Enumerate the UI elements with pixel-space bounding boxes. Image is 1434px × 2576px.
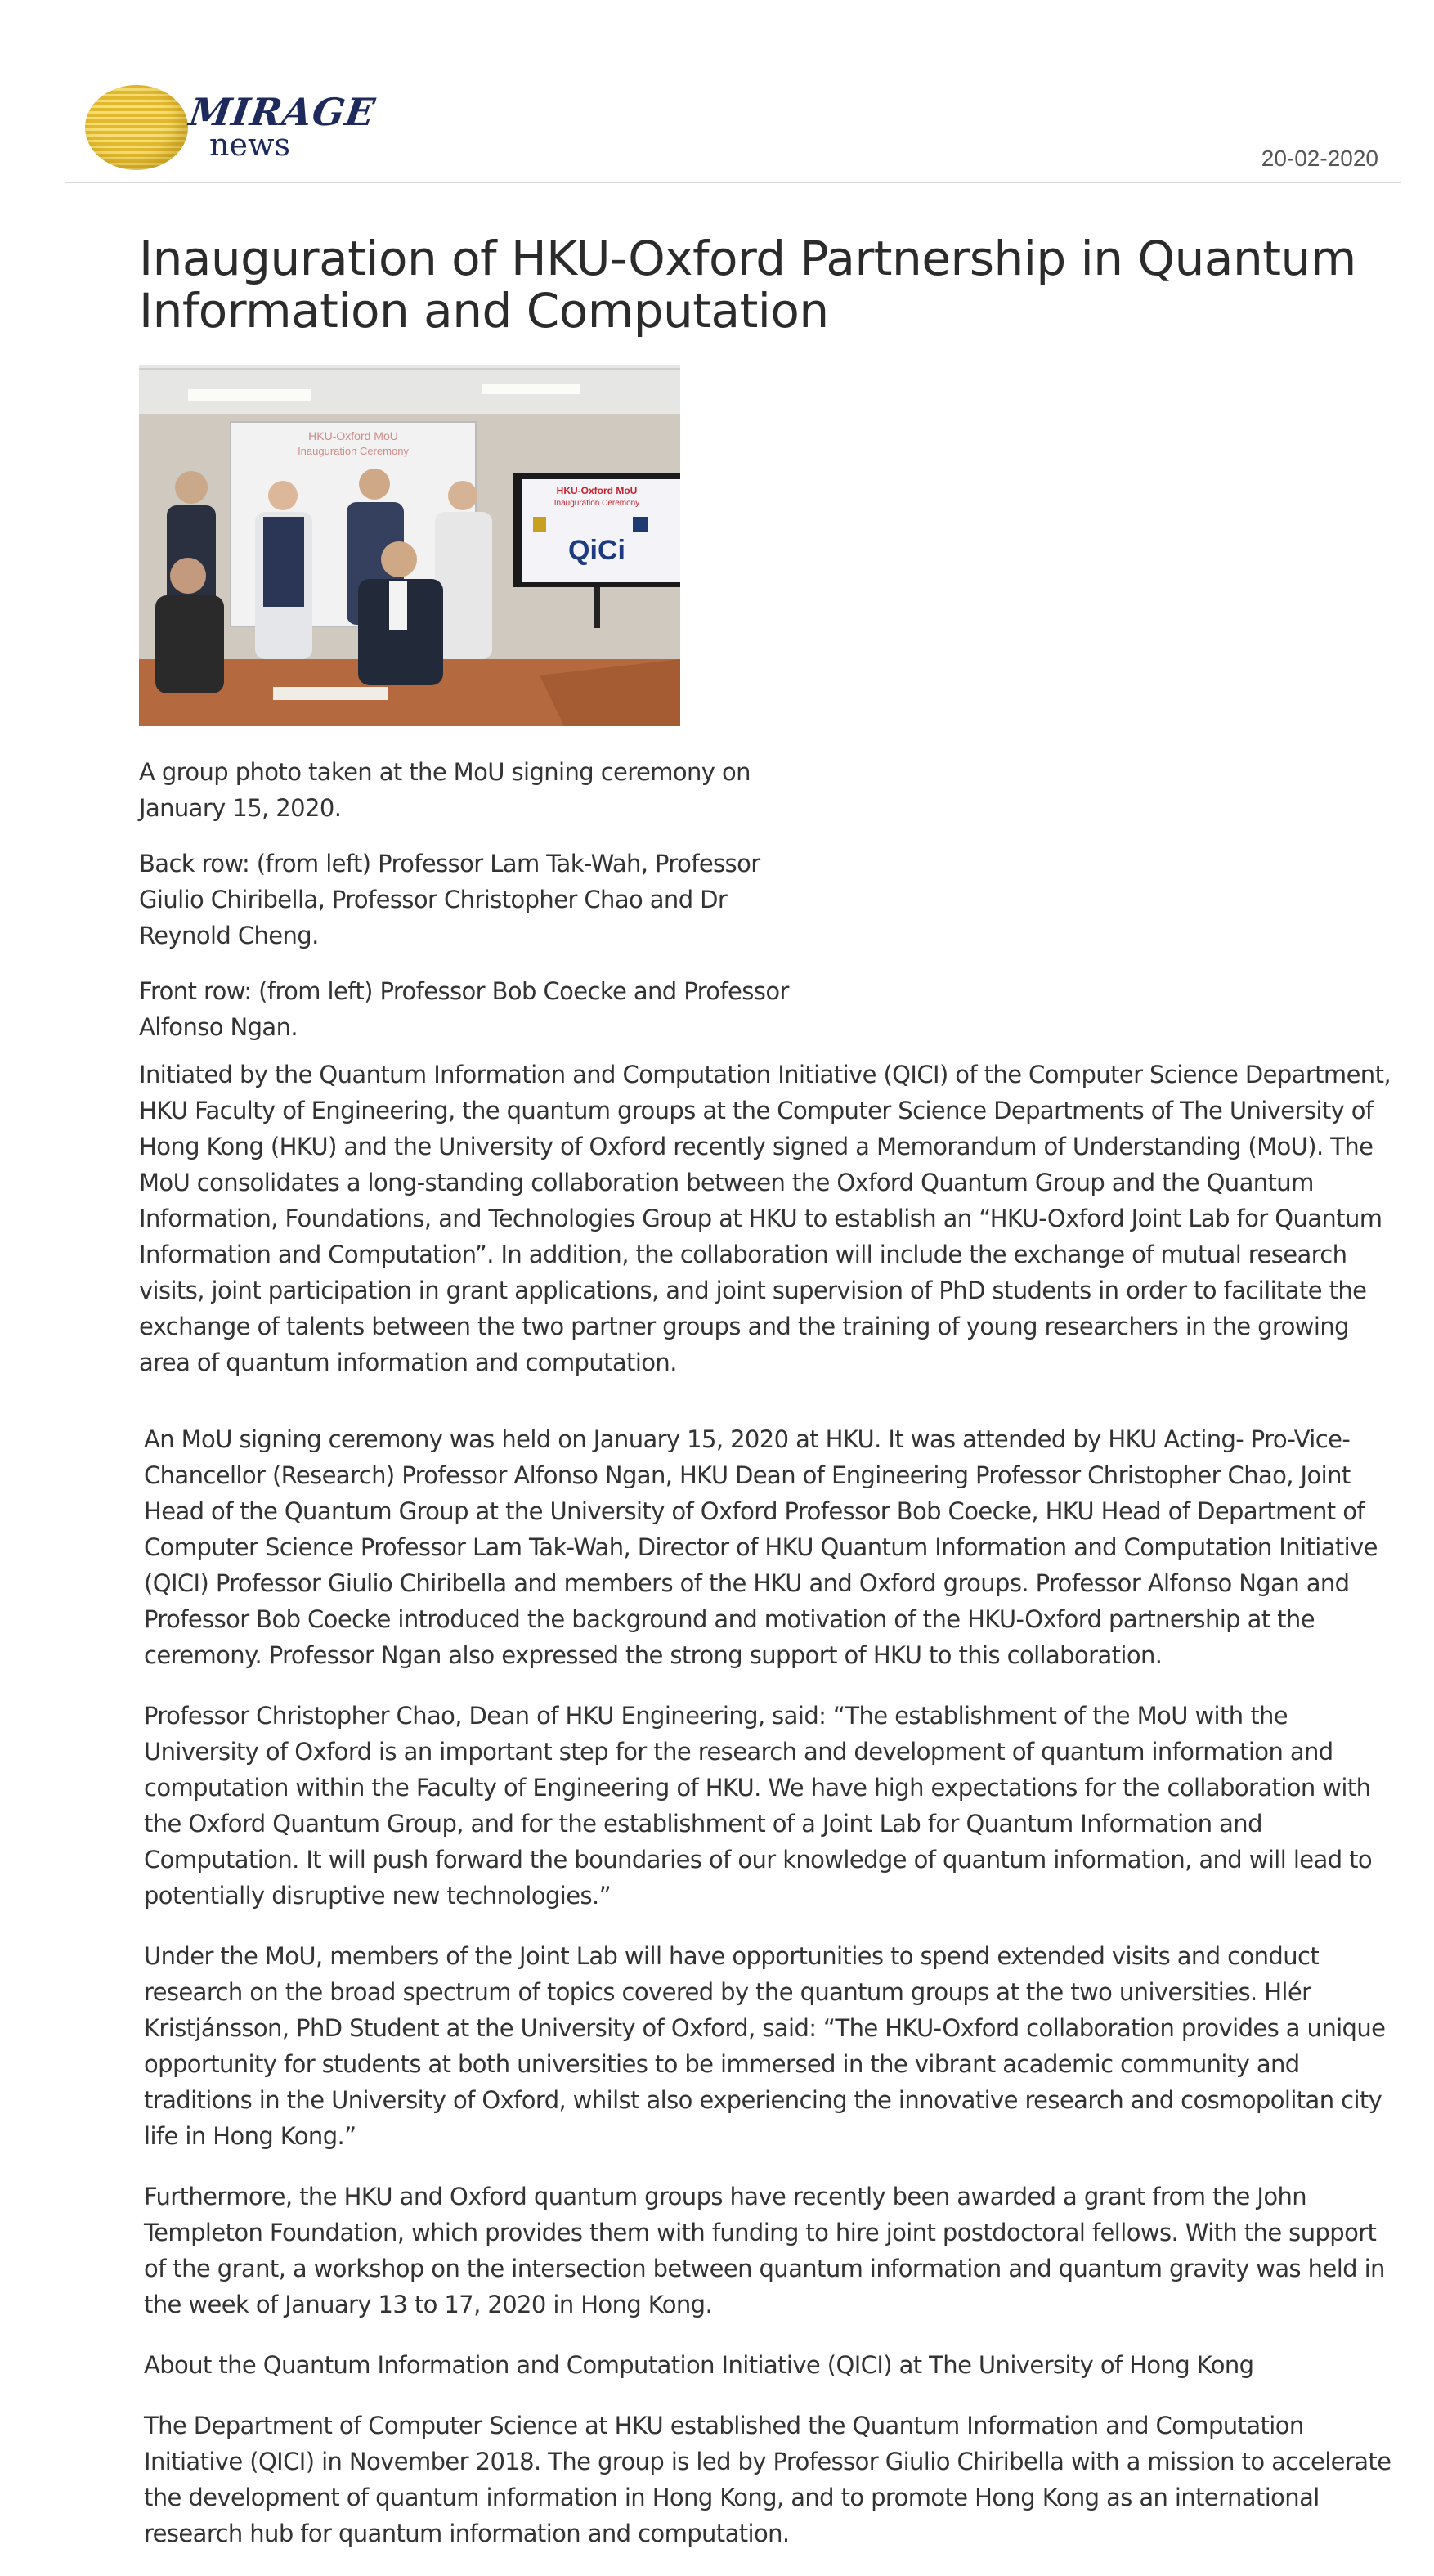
article-body <box>139 1057 1398 2551</box>
sun-logo-icon <box>85 85 188 170</box>
article <box>139 232 1398 2576</box>
article-title: Inauguration of HKU-Oxford Partnership in Quantum Information and Computation <box>139 231 1356 339</box>
mirage-news-logo[interactable] <box>85 85 379 175</box>
logo-wordmark: MIRAGE <box>186 90 379 134</box>
paragraph: The Department of Computer Science at HKU established the Quantum Information and Computation Initiative (QICI) in November 2018. The group is led by Professor Giulio Chiribella with a mission to accelerate the development of quantum information in Hong Kong, and to promote Hong Kong as an international research hub for quantum information and computation. <box>144 2412 1391 2547</box>
paragraph: Furthermore, the HKU and Oxford quantum groups have recently been awarded a grant from the John Templeton Foundation, which provides them with funding to hire joint postdoctoral fellows. With the support of the grant, a workshop on the intersection between quantum information and quantum gravity was held in the week of January 13 to 17, 2020 in Hong Kong. <box>144 2183 1385 2318</box>
signing-documents <box>273 687 388 700</box>
publish-date: 20-02-2020 <box>1261 146 1378 171</box>
logo-subtitle: news <box>209 127 290 163</box>
tv-title-line1: HKU-Oxford MoU <box>556 485 638 496</box>
caption-line: Front row: (from left) Professor Bob Coecke and Professor Alfonso Ngan. <box>139 977 789 1041</box>
tv-title-line2: Inauguration Ceremony <box>553 499 640 508</box>
caption-line: A group photo taken at the MoU signing ceremony on January 15, 2020. <box>139 758 751 822</box>
group-photo <box>139 365 680 726</box>
site-header <box>65 0 1401 183</box>
caption-line: Back row: (from left) Professor Lam Tak-Wah, Professor Giulio Chiribella, Professor Christopher Chao and Dr Reynold Cheng. <box>139 850 760 949</box>
paragraph: Under the MoU, members of the Joint Lab will have opportunities to spend extended visits and conduct research on the broad spectrum of topics covered by the quantum groups at the two universities. Hlér Kristjánsson, PhD Student at the University of Oxford, said: “The HKU-Oxford collaboration provides a unique opportunity for students at both universities to be immersed in the vibrant academic community and traditions in the University of Oxford, whilst also experiencing the innovative research and cosmopolitan city life in Hong Kong.” <box>144 1942 1386 2150</box>
screen-title-line2: Inauguration Ceremony <box>298 445 409 457</box>
screen-title-line1: HKU-Oxford MoU <box>308 429 398 442</box>
paragraph: Professor Christopher Chao, Dean of HKU Engineering, said: “The establishment of the MoU with the University of Oxford is an important step for the research and development of quantum information and computation within the Faculty of Engineering of HKU. We have high expectations for the collaboration with the Oxford Quantum Group, and for the establishment of a Joint Lab for Quantum Information and Computation. It will push forward the boundaries of our knowledge of quantum information, and will lead to potentially disruptive new technologies.” <box>144 1702 1373 1910</box>
section-heading: About the Quantum Information and Computation Initiative (QICI) at The University of Hong Kong <box>144 2351 1254 2379</box>
tv-qici-logo: QiCi <box>568 535 625 566</box>
group-photo-image <box>139 365 680 726</box>
paragraph: An MoU signing ceremony was held on January 15, 2020 at HKU. It was attended by HKU Acting- Pro-Vice-Chancellor (Research) Professor Alfonso Ngan, HKU Dean of Engineering Professor Christopher Chao, Joint Head of the Quantum Group at the University of Oxford Professor Bob Coecke, HKU Head of Department of Computer Science Professor Lam Tak-Wah, Director of HKU Quantum Information and Computation Initiative (QICI) Professor Giulio Chiribella and members of the HKU and Oxford groups. Professor Alfonso Ngan and Professor Bob Coecke introduced the background and motivation of the HKU-Oxford partnership at the ceremony. Professor Ngan also expressed the strong support of HKU to this collaboration. <box>144 1425 1378 1669</box>
photo-caption <box>139 754 809 1045</box>
paragraph: Initiated by the Quantum Information and Computation Initiative (QICI) of the Computer Science Department, HKU Faculty of Engineering, the quantum groups at the Computer Science Departments of The University of Hong Kong (HKU) and the University of Oxford recently signed a Memorandum of Understanding (MoU). The MoU consolidates a long-standing collaboration between the Oxford Quantum Group and the Quantum Information, Foundations, and Technologies Group at HKU to establish an “HKU-Oxford Joint Lab for Quantum Information and Computation”. In addition, the collaboration will include the exchange of mutual research visits, joint participation in grant applications, and joint supervision of PhD students in order to facilitate the exchange of talents between the two partner groups and the training of young researchers in the growing area of quantum information and computation. <box>139 1061 1391 1376</box>
